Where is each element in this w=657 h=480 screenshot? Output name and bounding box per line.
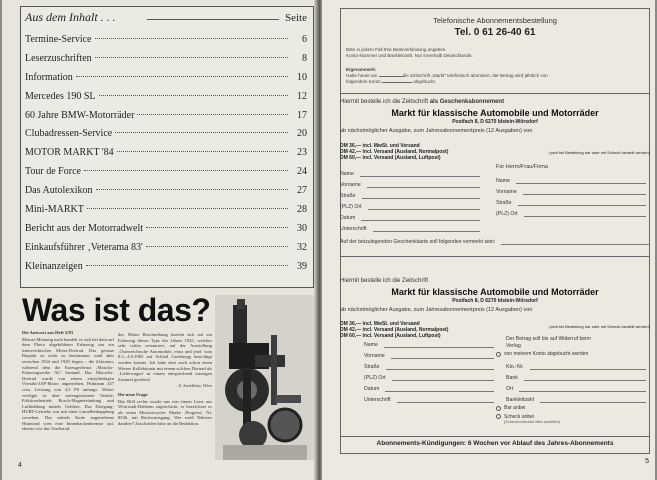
mystery-vehicle-photo <box>215 295 315 460</box>
gift-address: Postfach 8, D 6270 Idstein-Wörsdorf <box>452 119 538 125</box>
page-number-right: 5 <box>645 458 649 465</box>
toc-item <box>21 110 313 129</box>
option-label: Bar anbei <box>504 405 526 411</box>
toc-leader-dots <box>87 208 288 209</box>
bank-note-line-2: Konto-Nummer und Bankleitzahl. Nur innerhalb Deutschlands. <box>346 53 473 58</box>
gift-intro-text: Hiermit bestelle ich die Zeitschrift <box>340 99 429 105</box>
toc-item-page: 10 <box>297 71 307 83</box>
gift-prices <box>340 143 650 161</box>
regular-name-field[interactable] <box>364 337 494 348</box>
phone-order-header <box>340 16 650 38</box>
toc-leader-dots <box>146 246 288 247</box>
toc-item <box>21 72 313 91</box>
field-label: (PLZ) Ort <box>496 211 518 217</box>
toc-item-page: 20 <box>297 128 307 140</box>
self-note <box>346 67 646 85</box>
gift-price-3[interactable]: DM 60,— incl. Versand (Ausland, Luftpost) <box>340 155 441 161</box>
bank-field[interactable] <box>496 370 646 381</box>
field-label: Vorname <box>364 353 385 359</box>
regular-city-field[interactable] <box>364 370 494 381</box>
regular-magazine-title: Markt für klassische Automobile und Motorräder <box>391 287 599 297</box>
gift-firstname-field[interactable] <box>340 177 480 188</box>
regular-prices-note: (weil bei Bestellung bar oder mit Scheck bezahlt werden) <box>549 324 650 329</box>
toc-item <box>21 128 313 147</box>
gift-price-intro: ab nächstmöglicher Ausgabe, zum Jahresabonnementpreis (12 Ausgaben) von <box>340 128 533 134</box>
bank-city-field[interactable] <box>496 381 646 392</box>
field-label: Kto.-Nr. <box>506 364 524 370</box>
toc-item <box>21 204 313 223</box>
answer-heading: Die Antwort aus Heft 5/83 <box>22 330 74 335</box>
regular-price-3[interactable]: DM 60,— incl. Versand (Ausland, Luftpost) <box>340 333 441 339</box>
recipient-firstname-field[interactable] <box>496 184 646 195</box>
toc-item <box>21 185 313 204</box>
divider <box>340 93 650 94</box>
toc-item-title: MOTOR MARKT '84 <box>25 147 114 159</box>
toc-item-title: Clubadressen-Service <box>25 128 113 140</box>
self-note-date-label: Habe heute am <box>346 73 378 78</box>
toc-item <box>21 166 313 185</box>
gift-date-field[interactable] <box>340 210 480 221</box>
answer-signature: A. Swieblaw, Wien <box>178 383 212 389</box>
field-label: Straße <box>340 193 356 199</box>
question-heading: Die neue Frage <box>118 391 148 397</box>
left-page <box>2 0 316 480</box>
toc-item-page: 17 <box>297 109 307 121</box>
cheque-note: (Scheckvordrucke bitte ausfüllen) <box>504 420 561 424</box>
self-note-account-label: folgendem Konto <box>346 79 381 84</box>
toc-item-title: Das Autolexikon <box>25 185 93 197</box>
self-note-date-line[interactable] <box>379 76 403 77</box>
regular-address: Postfach 8, D 6270 Idstein-Wörsdorf <box>452 298 538 304</box>
field-label: Name <box>340 171 354 177</box>
gift-city-field[interactable] <box>340 199 480 210</box>
toc-leader-dots <box>86 265 288 266</box>
gift-prices-note: (weil bei Bestellung bar oder mit Scheck bezahlt werden) <box>549 150 650 155</box>
toc-item <box>21 261 313 280</box>
toc-item-page: 32 <box>297 241 307 253</box>
toc-item-title: Bericht aus der Motorradwelt <box>25 222 144 234</box>
self-note-account-line[interactable] <box>382 82 412 83</box>
regular-firstname-field[interactable] <box>364 348 494 359</box>
gift-price-1[interactable]: DM 36,— incl. MwSt. und Versand <box>340 143 420 149</box>
cheque-option[interactable] <box>496 413 646 420</box>
toc-item-page: 8 <box>302 52 307 64</box>
gift-recipient-label: Für Herrn/Frau/Firma <box>496 164 548 170</box>
debit-option[interactable] <box>496 349 646 359</box>
toc-leader-dots <box>146 227 288 228</box>
phone-order-label: Telefonische Abonnementsbestellung <box>433 16 557 25</box>
gift-signature-field[interactable] <box>340 221 480 232</box>
field-label: Straße <box>364 364 380 370</box>
regular-signature-field[interactable] <box>364 392 494 403</box>
question-text: Das Bild rechts wurde uns von einem Leser aus Wörrstadt-Dalheim zugeschickt, er bezeichnet es als einen Motortricycler Marke ‚Progress', Nr. 8336, mit Rückwärtsgang. Wer weiß Näheres darüber? Zuschriften bitte an die Redaktion. <box>118 398 212 426</box>
regular-street-field[interactable] <box>364 359 494 370</box>
toc-leader-dots <box>95 38 289 39</box>
self-note-label: Eigenanmerk: <box>346 67 377 72</box>
toc-item-page: 39 <box>297 260 307 272</box>
toc-item <box>21 223 313 242</box>
field-label: (PLZ) Ort <box>364 375 386 381</box>
cancellation-note: Abonnements-Kündigungen: 6 Wochen vor Ablauf des Jahres-Abonnements <box>376 440 614 447</box>
bank-code-field[interactable] <box>496 392 646 403</box>
puzzle-title: Was ist das? <box>22 292 211 328</box>
payment-options <box>496 336 646 424</box>
puzzle-answer-column <box>22 330 114 454</box>
toc-header <box>21 7 313 31</box>
toc-page-header: Seite <box>285 12 307 24</box>
toc-leader-dots <box>99 95 288 96</box>
bank-note <box>346 47 473 59</box>
toc-item <box>21 34 313 53</box>
toc-item <box>21 242 313 261</box>
toc-leader-dots <box>137 114 288 115</box>
answer-text-continued: der. Meine Beschreibung bezieht sich auf ein Fahrzeug dieses Typs des Jahres 1925, welches sehr schön restauriert, auf der Ausstellung ‚Österreichische Automobile, einst und jetzt' vom 8.5.–4.9.1983 auf Schloß Grafenegg besichtigt werden konnte. Ich habe aber auch schon einen Wiener Kollektionär mit einem solchen Dreirad als ‚Lieferwagen' in einem entsprechend traurigen Zustand gesehen! <box>118 332 212 382</box>
gift-intro <box>340 99 650 105</box>
regular-intro: Hiermit bestelle ich die Zeitschrift <box>340 278 429 284</box>
field-label: Datum <box>364 386 380 392</box>
toc-item-title: Mercedes 190 SL <box>25 90 96 102</box>
field-label: Vorname <box>496 189 517 195</box>
field-label: Bankleitzahl <box>506 397 534 403</box>
toc-item <box>21 53 313 72</box>
field-label: Name <box>364 342 378 348</box>
radio-circle[interactable] <box>496 406 501 411</box>
toc-item-page: 12 <box>297 90 307 102</box>
recipient-street-field[interactable] <box>496 195 646 206</box>
self-note-line-2 <box>346 79 646 85</box>
toc-item-title: Tour de Force <box>25 166 81 178</box>
field-label: Auf der beizulegenden Geschenkkarte soll folgendes vermerkt sein: <box>340 239 496 245</box>
field-label: Bank <box>506 375 518 381</box>
field-label: Unterschrift <box>340 226 367 232</box>
field-label: Datum <box>340 215 356 221</box>
bank-note-line-1: Bitte in jedem Fall Ihre Bankverbindung angeben. <box>346 47 447 52</box>
toc-leader-dots <box>96 189 289 190</box>
regular-price-intro: ab nächstmöglicher Ausgabe, zum Jahresabonnementpreis (12 Ausgaben) von <box>340 307 533 313</box>
field-label: (PLZ) Ort <box>340 204 362 210</box>
page-number-left: 4 <box>18 462 22 469</box>
regular-price-1[interactable]: DM 36,— incl. MwSt. und Versand <box>340 321 420 327</box>
divider <box>340 436 650 437</box>
toc-item-title: Einkaufsführer ‚Veterama 83' <box>25 241 143 253</box>
toc-item-title: 60 Jahre BMW-Motorräder <box>25 109 135 121</box>
gift-magazine-title: Markt für klassische Automobile und Motorräder <box>391 108 599 118</box>
phone-number: Tel. 0 61 26-40 61 <box>454 27 536 38</box>
toc-item-title: Kleinanzeigen <box>25 260 83 272</box>
toc-item-title: Leserzuschriften <box>25 52 92 64</box>
toc-item-page: 23 <box>297 147 307 159</box>
field-label: Name <box>496 178 510 184</box>
radio-circle[interactable] <box>496 414 501 419</box>
gift-name-field[interactable] <box>340 166 480 177</box>
table-of-contents <box>20 6 314 288</box>
cash-option[interactable] <box>496 403 646 413</box>
toc-item-page: 27 <box>297 185 307 197</box>
regular-orderer-fields <box>364 337 494 403</box>
field-label: Ort <box>506 386 514 392</box>
gift-recipient-fields <box>496 164 646 217</box>
recipient-city-field[interactable] <box>496 206 646 217</box>
toc-item <box>21 91 313 110</box>
right-page <box>322 0 655 480</box>
field-label: Vorname <box>340 182 361 188</box>
gift-intro-bold: als Geschenkabonnement <box>429 99 505 105</box>
divider <box>340 256 650 257</box>
radio-circle[interactable] <box>496 352 501 357</box>
gift-card-text-field[interactable] <box>340 234 650 245</box>
toc-header-rule <box>147 19 279 20</box>
toc-leader-dots <box>115 132 288 133</box>
toc-item-page: 30 <box>297 222 307 234</box>
toc-item <box>21 147 313 166</box>
toc-item-title: Mini-MARKT <box>25 204 84 216</box>
answer-text: Meiner Meinung nach handelt es sich bei dem auf dem Photo abgebildeten Fahrzeug um ein österreichisches Motor-Dreirad. Das genaue Baujahr ist nicht zu bestimmen, muß aber zwischen 1924 und 1928 liegen – die Zeitraum, während dem die Erzeugerfirma ‚Motofix-Fahrzeugwerke AG' bestand. Das Motorfix-Dreirad wurde von einem einzylindrigen Viertakt-JAP-Motor angetrieben, Hubraum 247 ccm, Leistung von 4,5 PS anfangs. Weiter verfügte es über seitengesteuerte Ventile, Friktionsbetrieb, Bosch-Magnetzündung und Luftkühlung mittels Gebläse. Das Dreigang-HURT-Getriebe war mit einer Lamellenkupplung versehen. Das mittels Kette angetriebene Hinterrad wies eine Innenbackenbremse auf, ebenso wie das Vorderrad. <box>22 336 114 432</box>
gift-subscription-section <box>340 99 650 134</box>
recipient-name-field[interactable] <box>496 173 646 184</box>
payment-note: Der Betrag soll bis auf Widerruf beim Verlag <box>506 336 591 349</box>
self-note-suffix: abgebucht. <box>413 79 437 84</box>
toc-leader-dots <box>117 151 288 152</box>
toc-item-page: 6 <box>302 34 307 45</box>
toc-list <box>21 34 313 280</box>
toc-item-page: 24 <box>297 166 307 178</box>
toc-item-title: Information <box>25 71 73 83</box>
toc-title: Aus dem Inhalt . . . <box>25 10 116 24</box>
option-label: Scheck anbei <box>504 413 535 420</box>
regular-date-field[interactable] <box>364 381 494 392</box>
toc-leader-dots <box>95 57 288 58</box>
toc-item-page: 28 <box>297 204 307 216</box>
regular-subscription-section <box>340 278 650 313</box>
field-label: Unterschrift <box>364 397 391 403</box>
self-note-text: die Zeitschrift „Markt" telefonisch abonniert, der Betrag wird jährlich von <box>402 73 548 78</box>
toc-leader-dots <box>76 76 288 77</box>
toc-item-title: Termine-Service <box>25 34 92 45</box>
regular-price-2[interactable]: DM 42,— incl. Versand (Ausland, Normalpost) <box>340 327 449 333</box>
toc-leader-dots <box>84 170 288 171</box>
puzzle-question-column <box>118 332 212 454</box>
account-number-field[interactable] <box>496 359 646 370</box>
gift-price-2[interactable]: DM 42,— incl. Versand (Ausland, Normalpost) <box>340 149 449 155</box>
gift-street-field[interactable] <box>340 188 480 199</box>
option-label: von meinem Konto abgebucht werden <box>504 351 589 357</box>
field-label: Straße <box>496 200 512 206</box>
gift-orderer-fields <box>340 166 480 232</box>
